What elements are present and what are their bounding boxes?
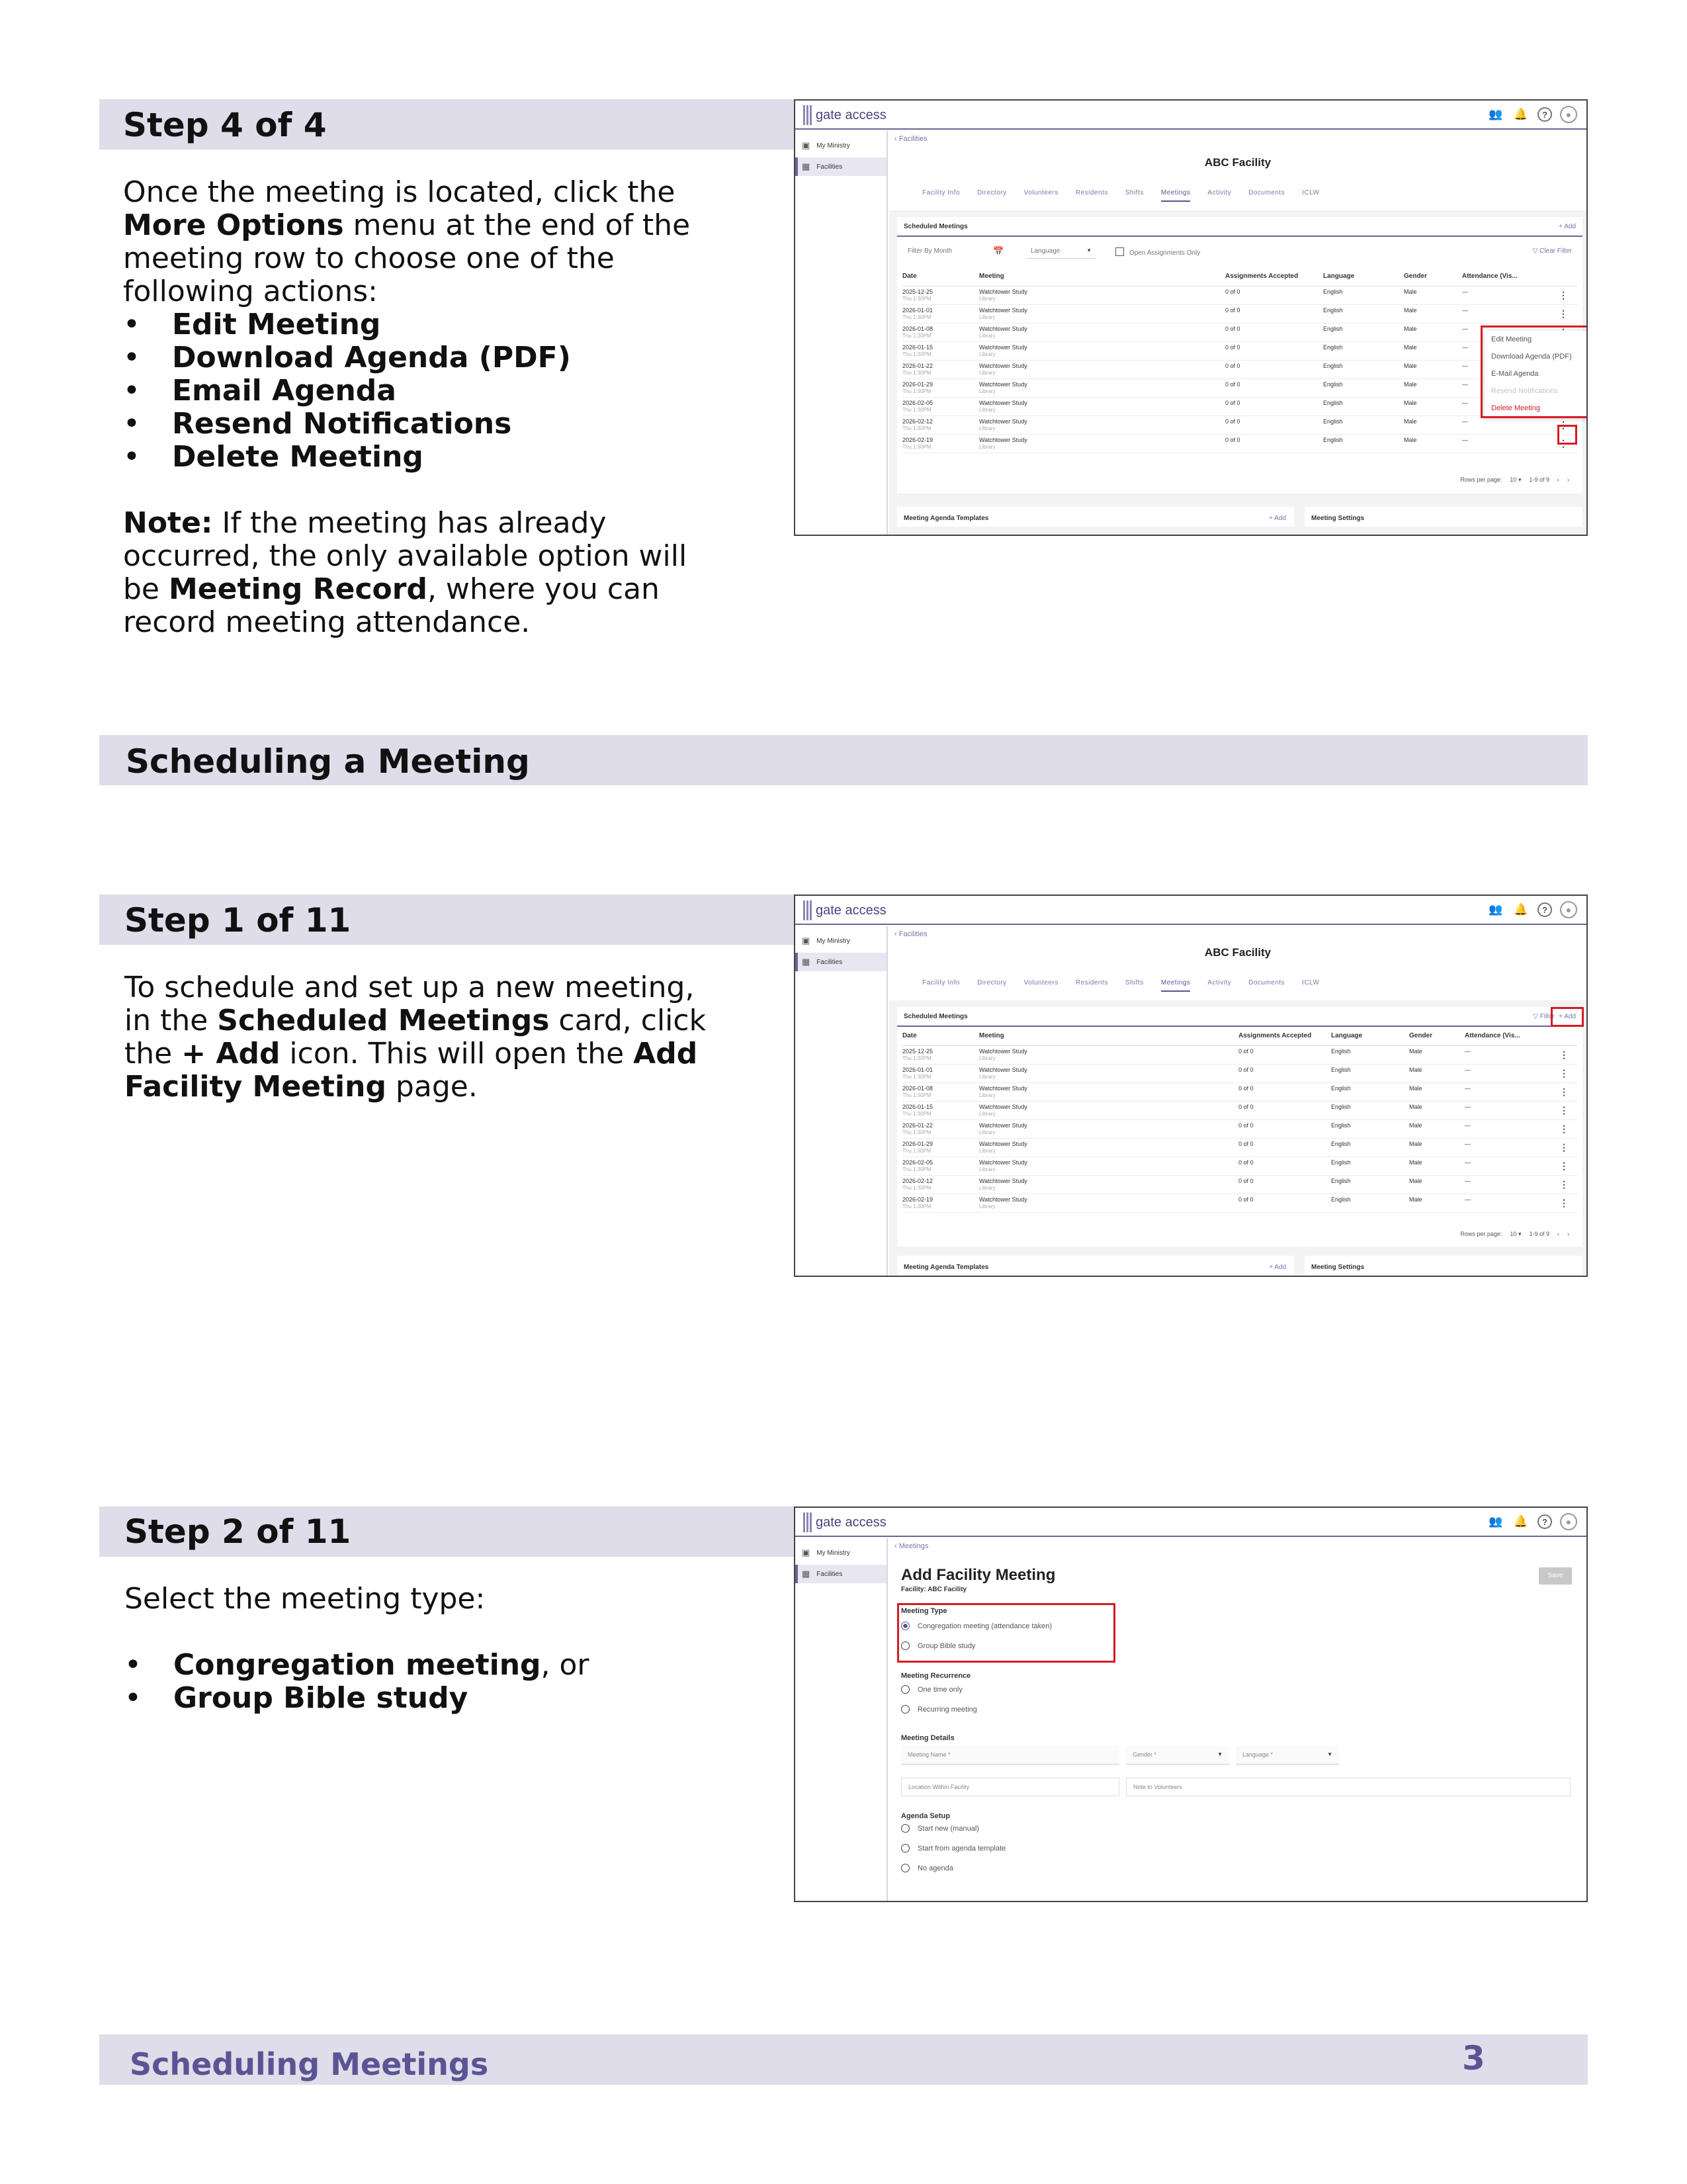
- help-icon[interactable]: ?: [1537, 107, 1552, 122]
- facility-tabs: [922, 979, 1319, 992]
- menu-item-email-agenda[interactable]: E-Mail Agenda: [1491, 370, 1539, 378]
- avatar[interactable]: ●: [1560, 901, 1577, 918]
- building-icon: ▦: [802, 1569, 810, 1579]
- step2-type-list: [124, 1649, 589, 1715]
- list-item: • Resend Notifications: [123, 408, 571, 441]
- main-content: [889, 926, 1586, 1276]
- meeting-type-label: Meeting Type: [901, 1607, 947, 1615]
- more-options-icon[interactable]: ⋮: [1551, 1119, 1577, 1138]
- more-options-icon[interactable]: ⋮: [1551, 1045, 1577, 1064]
- footer-title: Scheduling Meetings: [130, 2046, 489, 2082]
- table-row: 2026-01-01 Thu 1:30PM Watchtower Study Library 0 of 0 English Male — ⋮: [902, 1064, 1577, 1082]
- table-row: 2026-02-12 Thu 1:30PM Watchtower Study Library 0 of 0 English Male — ⋮: [902, 1175, 1577, 1194]
- radio-recurring[interactable]: Recurring meeting: [901, 1705, 977, 1714]
- form-title: Add Facility Meeting: [901, 1566, 1056, 1584]
- more-options-icon[interactable]: ⋮: [1549, 434, 1577, 453]
- main-content: [889, 1538, 1586, 1901]
- breadcrumb[interactable]: ‹ Facilities: [894, 135, 928, 143]
- step2-title: Step 2 of 11: [124, 1512, 351, 1551]
- table-row: 2026-02-05 Thu 1:30PM Watchtower Study Library 0 of 0 English Male —: [902, 397, 1577, 415]
- step4-intro: Once the meeting is located, click the More Options menu at the end of the meeting row to choose one of the following actions:: [123, 175, 691, 308]
- bell-icon[interactable]: 🔔: [1514, 108, 1528, 120]
- add-meeting-button[interactable]: + Add: [1559, 223, 1576, 230]
- app-topbar: [795, 1508, 1586, 1537]
- briefcase-icon: ▣: [802, 140, 810, 150]
- more-options-icon[interactable]: ⋮: [1549, 415, 1577, 434]
- table-row: 2026-01-08 Thu 1:30PM Watchtower Study Library 0 of 0 English Male — ⋮: [902, 1082, 1577, 1101]
- step1-text: To schedule and set up a new meeting, in the Scheduled Meetings card, click the + Add icon. This will open the Add Facility Meeting page.: [124, 971, 707, 1104]
- step2-intro: Select the meeting type:: [124, 1582, 486, 1616]
- tab-shifts[interactable]: Shifts: [1125, 979, 1144, 986]
- next-page-icon[interactable]: ›: [1567, 476, 1569, 483]
- tab-meetings[interactable]: Meetings: [1161, 189, 1191, 202]
- table-row: 2025-12-25 Thu 1:30PM Watchtower Study Library 0 of 0 English Male — ⋮: [902, 1045, 1577, 1064]
- tab-facility-info[interactable]: Facility Info: [922, 189, 961, 197]
- more-options-icon[interactable]: ⋮: [1551, 1082, 1577, 1101]
- people-icon[interactable]: 👥: [1489, 1515, 1503, 1528]
- tab-directory[interactable]: Directory: [977, 189, 1007, 197]
- help-icon[interactable]: ?: [1537, 1514, 1552, 1529]
- page-number: 3: [1462, 2039, 1485, 2077]
- open-assignments-checkbox[interactable]: Open Assignments Only: [1115, 247, 1200, 257]
- sidebar-item-facilities[interactable]: ▦ Facilities: [795, 953, 887, 971]
- radio-from-template[interactable]: Start from agenda template: [901, 1844, 1006, 1853]
- gate-access-logo: gate access: [803, 105, 887, 126]
- save-button[interactable]: Save: [1539, 1567, 1572, 1585]
- pagination: Rows per page: 10 ▾ 1-9 of 9 ‹ ›: [1460, 476, 1569, 483]
- add-template-button[interactable]: + Add: [1269, 515, 1286, 522]
- sidebar-item-my-ministry[interactable]: ▣ My Ministry: [802, 1548, 850, 1557]
- building-icon: ▦: [802, 161, 810, 171]
- tab-shifts[interactable]: Shifts: [1125, 189, 1144, 197]
- table-row: 2026-01-15 Thu 1:30PM Watchtower Study Library 0 of 0 English Male — ⋮: [902, 1101, 1577, 1119]
- tab-iclw[interactable]: ICLW: [1302, 979, 1320, 986]
- form-subtitle: Facility: ABC Facility: [901, 1586, 967, 1593]
- list-item: • Congregation meeting, or: [124, 1649, 589, 1682]
- list-item: • Email Agenda: [123, 374, 571, 408]
- people-icon[interactable]: 👥: [1489, 108, 1503, 120]
- briefcase-icon: ▣: [802, 936, 810, 945]
- sidebar: [795, 1538, 888, 1901]
- tab-facility-info[interactable]: Facility Info: [922, 979, 961, 986]
- location-input[interactable]: Location Within Facility: [901, 1778, 1119, 1796]
- people-icon[interactable]: 👥: [1489, 903, 1503, 916]
- table-row: 2026-02-12 Thu 1:30PM Watchtower Study Library 0 of 0 English Male — ⋮: [902, 415, 1577, 434]
- table-row: 2026-02-19 Thu 1:30PM Watchtower Study Library 0 of 0 English Male — ⋮: [902, 1194, 1577, 1212]
- more-options-icon[interactable]: ⋮: [1551, 1064, 1577, 1082]
- table-row: 2026-01-01 Thu 1:30PM Watchtower Study Library 0 of 0 English Male — ⋮: [902, 304, 1577, 323]
- avatar[interactable]: ●: [1560, 1513, 1577, 1530]
- facility-tabs: [922, 189, 1319, 202]
- tab-directory[interactable]: Directory: [977, 979, 1007, 986]
- more-options-icon[interactable]: ⋮: [1551, 1138, 1577, 1157]
- filter-by-month-input[interactable]: Filter By Month: [908, 247, 953, 255]
- scheduled-meetings-card: Scheduled Meetings + Add Filter By Month 📅 Language ▼ Open Assignments Only ▽ Clear Filter Date Meeting Assignments Accepted Language Gender Attendance (Vis... 2025-12-25 Thu 1:30PM Watchtower Study Library 0 of 0 English Male — ⋮ 2026-01-01 Thu 1:30PM Watchtower Study Library 0 of 0 English Male — ⋮ 2026-01-08 Thu 1:30PM Watchtower Study Library 0 of 0 English Male — 2026-01-15 Thu 1:30PM Watchtower Study Library 0 of 0 English Male — 2026-01-22 Thu 1:30PM Watchtower Study Library 0 of 0 English Male — 2026-01-29 Thu 1:30PM Watchtower Study Library 0 of 0 English Male — 2026-02-05 Thu 1:30PM Watchtower Study Library 0 of 0 English Male — 2026-02-12 Thu 1:30PM Watchtower Study Library 0 of 0 English Male — ⋮ 2026-02-19 Thu 1:30PM Watchtower Study Library 0 of 0 English Male — ⋮ Rows per page: 10 ▾ 1-9 of 9 ‹ ›: [897, 217, 1582, 494]
- list-item: • Edit Meeting: [123, 308, 571, 341]
- sidebar-item-facilities[interactable]: ▦ Facilities: [795, 157, 887, 176]
- tab-iclw[interactable]: ICLW: [1302, 189, 1320, 197]
- avatar[interactable]: ●: [1560, 106, 1577, 123]
- step1-title: Step 1 of 11: [124, 901, 351, 939]
- agenda-templates-card: Meeting Agenda Templates + Add: [897, 1256, 1294, 1276]
- section-title: Scheduling a Meeting: [126, 742, 530, 781]
- tab-activity[interactable]: Activity: [1207, 979, 1232, 986]
- step4-action-list: [123, 308, 571, 474]
- screenshot-add-button: [794, 895, 1588, 1277]
- meeting-details-label: Meeting Details: [901, 1734, 955, 1742]
- main-content: [889, 131, 1586, 535]
- briefcase-icon: ▣: [802, 1548, 810, 1557]
- table-row: 2026-02-05 Thu 1:30PM Watchtower Study Library 0 of 0 English Male — ⋮: [902, 1157, 1577, 1175]
- kebab-highlight-box: [1557, 425, 1577, 445]
- scheduled-meetings-card: Scheduled Meetings ▽ Filter + Add Date Meeting Assignments Accepted Language Gender Attendance (Vis... 2025-12-25 Thu 1:30PM Watchtower Study Library 0 of 0 English Male — ⋮ 2026-01-01 Thu 1:30PM Watchtower Study Library 0 of 0 English Male — ⋮ 2026-01-08 Thu 1:30PM Watchtower Study Library 0 of 0 English Male — ⋮ 2026-01-15 Thu 1:30PM Watchtower Study Library 0 of 0 English Male — ⋮ 2026-01-22 Thu 1:30PM Watchtower Study Library 0 of 0 English Male — ⋮ 2026-01-29 Thu 1:30PM Watchtower Study Library 0 of 0 English Male — ⋮ 2026-02-05 Thu 1:30PM Watchtower Study Library 0 of 0 English Male — ⋮ 2026-02-12 Thu 1:30PM Watchtower Study Library 0 of 0 English Male — ⋮ 2026-02-19 Thu 1:30PM Watchtower Study Library 0 of 0 English Male — ⋮ Rows per page: 10 ▾ 1-9 of 9 ‹ ›: [897, 1007, 1582, 1246]
- table-row: 2026-01-29 Thu 1:30PM Watchtower Study Library 0 of 0 English Male —: [902, 378, 1577, 397]
- tab-volunteers[interactable]: Volunteers: [1023, 189, 1059, 197]
- meeting-recurrence-label: Meeting Recurrence: [901, 1672, 971, 1680]
- menu-item-edit[interactable]: Edit Meeting: [1491, 335, 1532, 343]
- page-title: ABC Facility: [1204, 156, 1272, 169]
- tab-documents[interactable]: Documents: [1248, 189, 1285, 197]
- menu-item-delete[interactable]: Delete Meeting: [1491, 404, 1540, 412]
- language-select[interactable]: Language ▼: [1027, 244, 1096, 259]
- app-topbar: [795, 101, 1586, 130]
- sidebar-item-facilities[interactable]: ▦ Facilities: [795, 1565, 887, 1583]
- gender-select[interactable]: Gender * ▼: [1126, 1746, 1229, 1765]
- next-page-icon[interactable]: ›: [1567, 1231, 1569, 1237]
- radio-no-agenda[interactable]: No agenda: [901, 1864, 953, 1872]
- add-template-button[interactable]: + Add: [1269, 1264, 1286, 1271]
- clear-filter-button[interactable]: ▽ Clear Filter: [1532, 247, 1572, 255]
- more-options-icon[interactable]: ⋮: [1549, 286, 1577, 304]
- building-icon: ▦: [802, 957, 810, 967]
- menu-item-resend-notifications: Resend Notifications: [1491, 387, 1558, 395]
- tab-volunteers[interactable]: Volunteers: [1023, 979, 1059, 986]
- tab-meetings[interactable]: Meetings: [1161, 979, 1191, 992]
- prev-page-icon[interactable]: ‹: [1557, 1231, 1559, 1237]
- radio-group-bible-study[interactable]: Group Bible study: [901, 1641, 975, 1650]
- more-options-icon[interactable]: ⋮: [1551, 1101, 1577, 1119]
- rows-per-page-select[interactable]: 10 ▾: [1510, 476, 1522, 483]
- table-row: 2026-01-29 Thu 1:30PM Watchtower Study Library 0 of 0 English Male — ⋮: [902, 1138, 1577, 1157]
- sidebar-item-my-ministry[interactable]: ▣ My Ministry: [802, 936, 850, 945]
- help-icon[interactable]: ?: [1537, 902, 1552, 917]
- language-select[interactable]: Language * ▼: [1236, 1746, 1339, 1765]
- list-item: • Download Agenda (PDF): [123, 341, 571, 374]
- tab-documents[interactable]: Documents: [1248, 979, 1285, 986]
- bell-icon[interactable]: 🔔: [1514, 1515, 1528, 1528]
- prev-page-icon[interactable]: ‹: [1557, 476, 1559, 483]
- breadcrumb[interactable]: ‹ Facilities: [894, 930, 928, 938]
- more-options-icon[interactable]: ⋮: [1551, 1157, 1577, 1175]
- add-meeting-form: [889, 1538, 1586, 1901]
- sidebar-item-my-ministry[interactable]: ▣ My Ministry: [802, 140, 850, 150]
- radio-start-new[interactable]: Start new (manual): [901, 1824, 979, 1833]
- table-row: 2026-01-22 Thu 1:30PM Watchtower Study Library 0 of 0 English Male — ⋮: [902, 1119, 1577, 1138]
- meetings-table: Date Meeting Assignments Accepted Language Gender Attendance (Vis... 2025-12-25 Thu 1:30PM Watchtower Study Library 0 of 0 English Male — ⋮ 2026-01-01 Thu 1:30PM Watchtower Study Library 0 of 0 English Male — ⋮ 2026-01-08 Thu 1:30PM Watchtower Study Library 0 of 0 English Male — 2026-01-15 Thu 1:30PM Watchtower Study Library 0 of 0 English Male — 2026-01-22 Thu 1:30PM Watchtower Study Library 0 of 0 English Male — 2026-01-29 Thu 1:30PM Watchtower Study Library 0 of 0 English Male — 2026-02-05 Thu 1:30PM Watchtower Study Library 0 of 0 English Male — 2026-02-12 Thu 1:30PM Watchtower Study Library 0 of 0 English Male — ⋮ 2026-02-19 Thu 1:30PM Watchtower Study Library 0 of 0 English Male — ⋮: [902, 267, 1577, 453]
- more-options-icon[interactable]: ⋮: [1551, 1194, 1577, 1212]
- agenda-templates-card: Meeting Agenda Templates + Add: [897, 507, 1294, 527]
- list-item: • Delete Meeting: [123, 441, 571, 474]
- table-row: 2026-01-22 Thu 1:30PM Watchtower Study Library 0 of 0 English Male —: [902, 360, 1577, 378]
- tab-activity[interactable]: Activity: [1207, 189, 1232, 197]
- tab-residents[interactable]: Residents: [1075, 979, 1108, 986]
- sidebar: [795, 131, 888, 535]
- gate-access-logo: gate access: [803, 1512, 887, 1533]
- radio-one-time[interactable]: One time only: [901, 1685, 963, 1694]
- meeting-settings-card: Meeting Settings: [1305, 507, 1582, 527]
- tab-residents[interactable]: Residents: [1075, 189, 1108, 197]
- list-item: • Group Bible study: [124, 1682, 589, 1715]
- app-topbar: [795, 896, 1586, 925]
- agenda-setup-label: Agenda Setup: [901, 1812, 950, 1820]
- menu-item-download-agenda[interactable]: Download Agenda (PDF): [1491, 353, 1572, 361]
- gate-access-logo: gate access: [803, 900, 887, 921]
- screenshot-more-options: [794, 99, 1588, 536]
- page-title: ABC Facility: [1204, 946, 1272, 959]
- more-options-icon[interactable]: ⋮: [1549, 304, 1577, 323]
- more-options-icon[interactable]: ⋮: [1551, 1175, 1577, 1194]
- sidebar: [795, 926, 888, 1276]
- breadcrumb[interactable]: ‹ Meetings: [894, 1542, 929, 1550]
- pagination: Rows per page: 10 ▾ 1-9 of 9 ‹ ›: [1460, 1231, 1569, 1237]
- add-highlight-box: [1551, 1007, 1584, 1027]
- step4-note: Note: If the meeting has already occurred, the only available option will be Meeting Record, where you can record meeting attendance.: [123, 506, 687, 639]
- table-row: 2026-01-15 Thu 1:30PM Watchtower Study Library 0 of 0 English Male —: [902, 341, 1577, 360]
- filter-button[interactable]: ▽ Filter: [1533, 1013, 1555, 1020]
- filter-bar: [897, 240, 1582, 263]
- radio-congregation-meeting[interactable]: Congregation meeting (attendance taken): [901, 1622, 1052, 1630]
- meetings-table: Date Meeting Assignments Accepted Language Gender Attendance (Vis... 2025-12-25 Thu 1:30PM Watchtower Study Library 0 of 0 English Male — ⋮ 2026-01-01 Thu 1:30PM Watchtower Study Library 0 of 0 English Male — ⋮ 2026-01-08 Thu 1:30PM Watchtower Study Library 0 of 0 English Male — ⋮ 2026-01-15 Thu 1:30PM Watchtower Study Library 0 of 0 English Male — ⋮ 2026-01-22 Thu 1:30PM Watchtower Study Library 0 of 0 English Male — ⋮ 2026-01-29 Thu 1:30PM Watchtower Study Library 0 of 0 English Male — ⋮ 2026-02-05 Thu 1:30PM Watchtower Study Library 0 of 0 English Male — ⋮ 2026-02-12 Thu 1:30PM Watchtower Study Library 0 of 0 English Male — ⋮ 2026-02-19 Thu 1:30PM Watchtower Study Library 0 of 0 English Male — ⋮: [902, 1027, 1577, 1213]
- rows-per-page-select[interactable]: 10 ▾: [1510, 1231, 1522, 1237]
- meeting-name-input[interactable]: Meeting Name *: [901, 1746, 1119, 1765]
- table-row: 2025-12-25 Thu 1:30PM Watchtower Study Library 0 of 0 English Male — ⋮: [902, 286, 1577, 304]
- add-meeting-button[interactable]: + Add: [1559, 1013, 1576, 1020]
- meeting-type-highlight-box: [897, 1603, 1115, 1663]
- bell-icon[interactable]: 🔔: [1514, 903, 1528, 916]
- table-row: 2026-01-08 Thu 1:30PM Watchtower Study Library 0 of 0 English Male —: [902, 323, 1577, 341]
- screenshot-add-facility-meeting: [794, 1507, 1588, 1902]
- note-to-volunteers-input[interactable]: Note to Volunteers: [1126, 1778, 1571, 1796]
- meeting-settings-card: Meeting Settings: [1305, 1256, 1582, 1276]
- calendar-icon[interactable]: 📅: [993, 246, 1004, 256]
- step4-title: Step 4 of 4: [123, 106, 327, 144]
- table-row: 2026-02-19 Thu 1:30PM Watchtower Study Library 0 of 0 English Male — ⋮: [902, 434, 1577, 453]
- menu-highlight-box: [1481, 326, 1588, 418]
